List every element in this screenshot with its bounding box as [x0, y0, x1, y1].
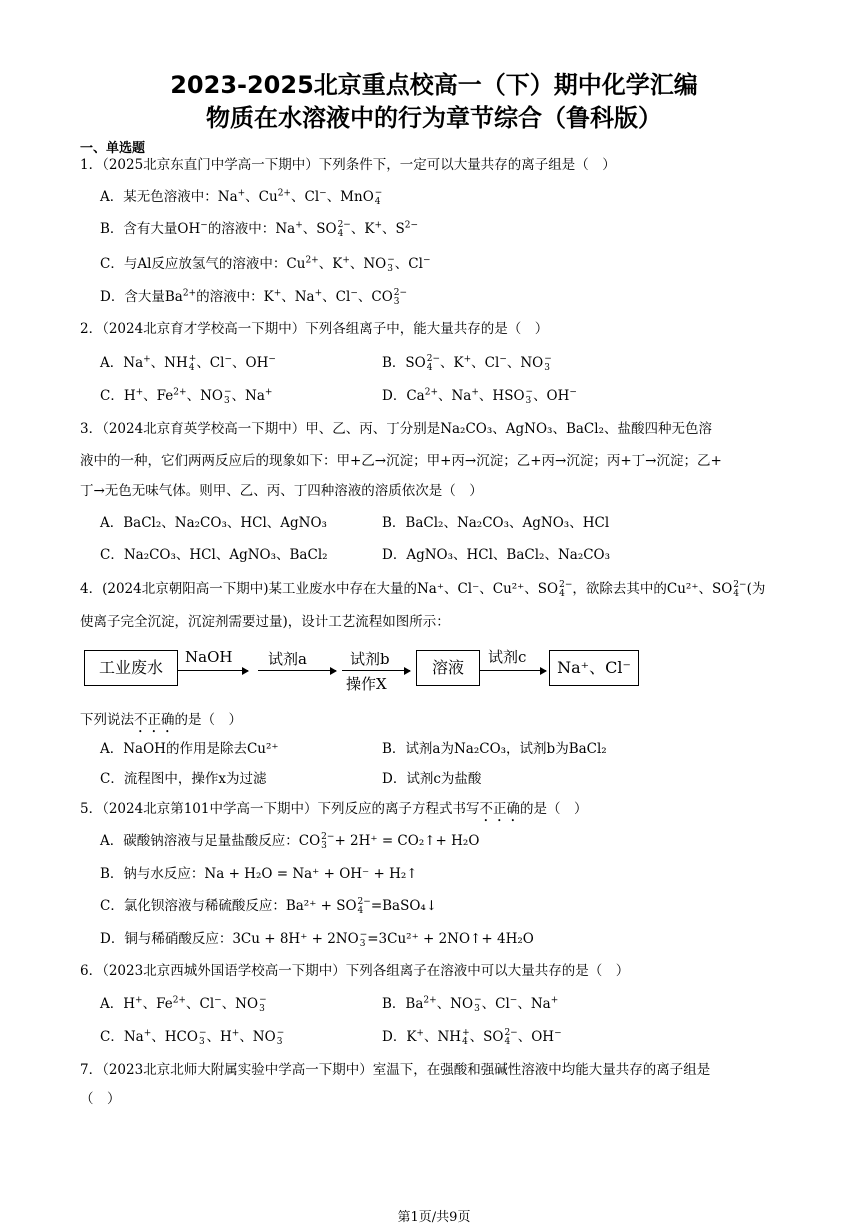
q2-option-a: A．Na+、NH + 4 、Cl−、OH−: [100, 353, 276, 373]
q6-option-c: C．Na+、HCO − 3 、H+、NO − 3: [100, 1027, 285, 1047]
q5-option-b: B．钠与水反应：Na + H₂O = Na⁺ + OH⁻ + H₂↑: [100, 866, 418, 882]
q3-stem-line1: 3．（2024北京育英学校高一下期中）甲、乙、丙、丁分别是Na₂CO₃、AgNO₃、BaCl₂、盐酸四种无色溶: [80, 421, 712, 437]
q7-stem-line2: （ ）: [80, 1091, 121, 1107]
flow-arrow-2: [258, 670, 336, 671]
q1-option-d: D．含大量$Ba^{2+}$的溶液中：K+、Na+、Cl−、CO 2− 3: [100, 287, 408, 307]
flow-arrow-1: [178, 670, 248, 671]
q4-stem-line1: 4．(2024北京朝阳高一下期中)某工业废水中存在大量的Na⁺、Cl⁻、Cu²⁺、SO 2− 4 ，欲除去其中的Cu²⁺、SO 2− 4 (为: [80, 579, 766, 599]
q1-option-a: A．某无色溶液中：Na+、$Cu^{2+}$、Cl−、MnO − 4: [100, 187, 383, 207]
flow-box-wastewater: 工业废水: [84, 650, 178, 686]
page-number: 第1页/共9页: [397, 1210, 471, 1225]
flow-box-solution: 溶液: [416, 650, 480, 686]
q3-stem-line2: 液中的一种，它们两两反应后的现象如下：甲+乙→沉淀；甲+丙→沉淀；乙+丙→沉淀；丙+丁→沉淀；乙+: [80, 453, 722, 469]
q5-option-d: D．铜与稀硝酸反应：3Cu + 8H⁺ + 2NO − 3 =3Cu²⁺ + 2NO↑+ 4H₂O: [100, 929, 534, 949]
q6-option-d: D．K+、NH + 4 、SO 2− 4 、OH−: [382, 1027, 562, 1047]
q6-stem: 6．（2023北京西城外国语学校高一下期中）下列各组离子在溶液中可以大量共存的是（ ）: [80, 963, 630, 979]
q4-option-d: D．试剂c为盐酸: [382, 771, 482, 787]
flow-label-naoh: NaOH: [185, 648, 233, 666]
q7-stem-line1: 7．（2023北京北师大附属实验中学高一下期中）室温下，在强酸和强碱性溶液中均能大量共存的离子组是: [80, 1062, 711, 1078]
q6-option-a: A．H+、$Fe^{2+}$、Cl−、NO − 3: [100, 994, 267, 1014]
q2-stem: 2．（2024北京育才学校高一下期中）下列各组离子中，能大量共存的是（ ）: [80, 321, 549, 337]
q3-option-b: B．BaCl₂、Na₂CO₃、AgNO₃、HCl: [382, 515, 610, 531]
page-title-line2: 物质在水溶液中的行为章节综合（鲁科版）: [206, 104, 662, 132]
q3-option-c: C．Na₂CO₃、HCl、AgNO₃、BaCl₂: [100, 547, 328, 563]
q4-option-c: C．流程图中，操作x为过滤: [100, 771, 267, 787]
q3-stem-line3: 丁→无色无味气体。则甲、乙、丙、丁四种溶液的溶质依次是（ ）: [80, 483, 483, 499]
q2-option-c: C．H+、$Fe^{2+}$、NO − 3 、Na+: [100, 386, 273, 406]
q1-stem: 1．（2025北京东直门中学高一下期中）下列条件下，一定可以大量共存的离子组是（ ）: [80, 157, 616, 173]
q5-option-c: C．氯化钡溶液与稀硫酸反应：Ba²⁺ + SO 2− 4 =BaSO₄↓: [100, 896, 438, 916]
q2-option-d: D．$Ca^{2+}$、Na+、HSO − 3 、OH−: [382, 386, 577, 406]
process-flow-diagram: [80, 646, 640, 696]
q5-option-a: A．碳酸钠溶液与足量盐酸反应：CO 2− 3 + 2H⁺ = CO₂↑+ H₂O: [100, 831, 480, 851]
flow-label-reagent-b: 试剂b: [350, 650, 390, 668]
q6-option-b: B．$Ba^{2+}$、NO − 3 、Cl−、Na+: [382, 994, 559, 1014]
q1-option-c: C．与Al反应放氢气的溶液中：$Cu^{2+}$、K+、NO − 3 、Cl−: [100, 254, 431, 274]
section-heading: 一、单选题: [80, 141, 146, 156]
q3-option-d: D．AgNO₃、HCl、BaCl₂、Na₂CO₃: [382, 547, 611, 563]
q4-option-b: B．试剂a为Na₂CO₃，试剂b为BaCl₂: [382, 741, 607, 757]
flow-arrow-4: [480, 670, 546, 671]
q5-stem: 5．（2024北京第101中学高一下期中）下列反应的离子方程式书写不正确的是（ ）: [80, 801, 588, 817]
flow-label-operation-x: 操作X: [346, 675, 387, 693]
flow-box-result-ions: Na⁺、Cl⁻: [549, 650, 639, 686]
flow-label-reagent-a: 试剂a: [268, 650, 307, 668]
q1-option-b: B．含有大量OH−的溶液中：Na+、SO 2− 4 、K+、$S^{2-}$: [100, 219, 419, 239]
q4-ask: 下列说法不正确的是（ ）: [80, 712, 242, 728]
q4-stem-line2: 使离子完全沉淀，沉淀剂需要过量)，设计工艺流程如图所示：: [80, 614, 450, 630]
q2-option-b: B．SO 2− 4 、K+、Cl−、NO − 3: [382, 353, 552, 373]
page-title-line1: 2023-2025北京重点校高一（下）期中化学汇编: [170, 71, 698, 99]
q3-option-a: A．BaCl₂、Na₂CO₃、HCl、AgNO₃: [100, 515, 327, 531]
flow-arrow-3: [342, 670, 410, 671]
flow-label-reagent-c: 试剂c: [488, 648, 527, 666]
q4-option-a: A．NaOH的作用是除去Cu²⁺: [100, 741, 279, 757]
